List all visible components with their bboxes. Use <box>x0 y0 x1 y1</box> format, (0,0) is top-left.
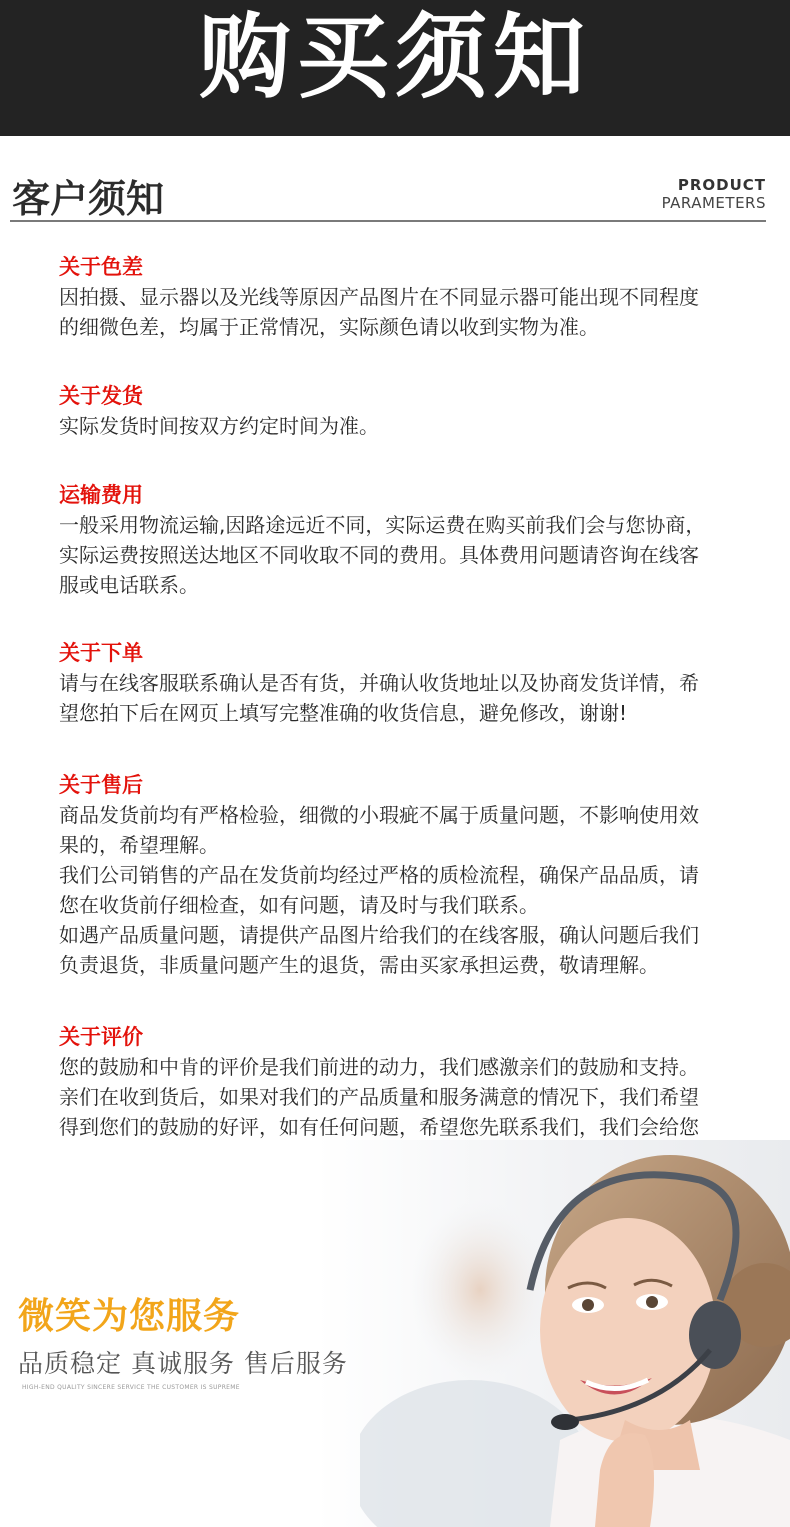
notice-text: 的细微色差，均属于正常情况，实际颜色请以收到实物为准。 <box>59 315 599 339</box>
notice-title: 关于评价 <box>59 1025 143 1049</box>
notice-text: 我们公司销售的产品在发货前均经过严格的质检流程，确保产品品质，请 <box>59 863 699 887</box>
notice-ordering <box>59 638 699 728</box>
header-banner <box>0 0 790 136</box>
notice-title: 关于色差 <box>59 255 143 279</box>
banner-title: 购买须知 <box>198 4 591 111</box>
notice-text: 如遇产品质量问题，请提供产品图片给我们的在线客服，确认问题后我们 <box>59 923 699 947</box>
notice-text: 商品发货前均有严格检验，细微的小瑕疵不属于质量问题，不影响使用效 <box>59 803 699 827</box>
section-title: 客户须知 <box>12 177 165 221</box>
notice-text: 一般采用物流运输,因路途远近不同，实际运费在购买前我们会与您协商， <box>59 513 706 537</box>
section-subtitle-line1: PRODUCT <box>677 176 766 194</box>
notice-text: 实际运费按照送达地区不同收取不同的费用。具体费用问题请咨询在线客 <box>59 543 699 567</box>
notice-text: 请与在线客服联系确认是否有货，并确认收货地址以及协商发货详情，希 <box>59 671 699 695</box>
notice-text: 您的鼓励和中肯的评价是我们前进的动力，我们感激亲们的鼓励和支持。 <box>59 1055 699 1079</box>
notice-title: 关于售后 <box>59 773 143 797</box>
notice-text: 果的，希望理解。 <box>59 833 219 857</box>
notice-text: 亲们在收到货后，如果对我们的产品质量和服务满意的情况下，我们希望 <box>59 1085 699 1109</box>
section-header <box>10 160 766 222</box>
notice-title: 关于下单 <box>59 641 143 665</box>
notice-text: 服或电话联系。 <box>59 573 199 597</box>
notice-color-difference <box>59 252 699 342</box>
notice-text: 负责退货，非质量问题产生的退货，需由买家承担运费，敬请理解。 <box>59 953 659 977</box>
notice-text: 实际发货时间按双方约定时间为准。 <box>59 414 379 438</box>
notice-text: 因拍摄、显示器以及光线等原因产品图片在不同显示器可能出现不同程度 <box>59 285 699 309</box>
slogan-tiny: HIGH-END QUALITY SINCERE SERVICE THE CUSTOMER IS SUPREME <box>22 1384 240 1391</box>
section-subtitle-line2: PARAMETERS <box>661 194 766 212</box>
section-subtitle <box>662 176 766 212</box>
customer-service-agent-headset-icon <box>360 1140 790 1527</box>
service-footer <box>0 1140 790 1527</box>
notice-title: 关于发货 <box>59 384 143 408</box>
slogan-sub: 品质稳定 真诚服务 售后服务 <box>18 1349 348 1378</box>
notice-text: 望您拍下后在网页上填写完整准确的收货信息，避免修改，谢谢! <box>59 701 628 725</box>
notice-freight <box>59 480 705 600</box>
notice-title: 运输费用 <box>59 483 143 507</box>
slogan-main: 微笑为您服务 <box>18 1296 241 1337</box>
notice-after-sales <box>59 770 699 980</box>
notice-shipping <box>59 381 379 441</box>
notice-text: 您在收货前仔细检查，如有问题，请及时与我们联系。 <box>59 893 539 917</box>
notice-text: 得到您们的鼓励的好评，如有任何问题，希望您先联系我们，我们会给您 <box>59 1115 699 1139</box>
